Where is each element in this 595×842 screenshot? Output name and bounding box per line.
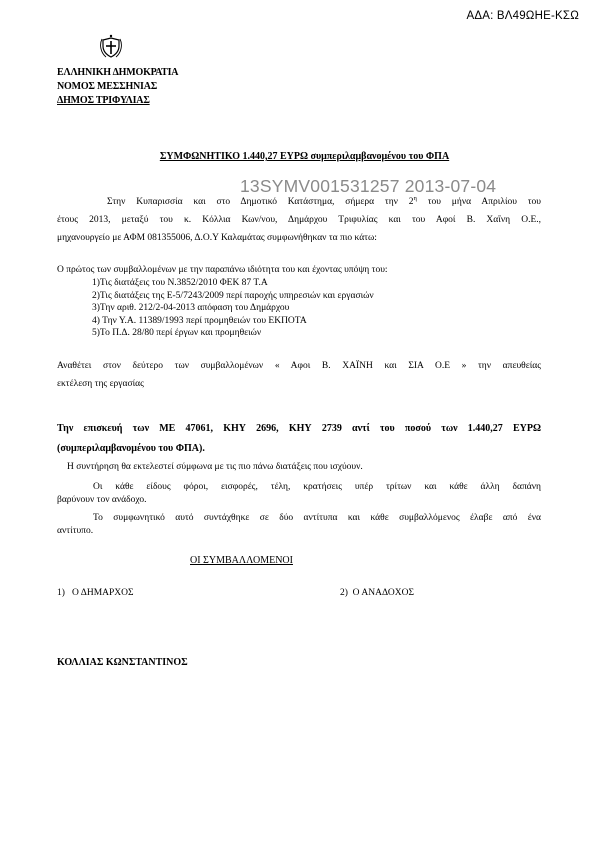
list-item: 2)Τις διατάξεις της Ε-5/7243/2009 περί παροχής υπηρεσιών και εργασιών xyxy=(92,290,374,301)
assignment-paragraph xyxy=(57,357,541,393)
taxes-line-2: βαρύνουν τον ανάδοχο. xyxy=(57,495,147,505)
signature-name: ΚΟΛΛΙΑΣ ΚΩΝΣΤΑΝΤΙΝΟΣ xyxy=(57,657,188,668)
intro-line-1: Στην Κυπαρισσία και στο Δημοτικό Κατάστημα, σήμερα την $2^\eta$ του μήνα Απριλίου του xyxy=(107,194,542,207)
ada-code: ΑΔΑ: ΒΛ49ΩΗΕ-ΚΣΩ xyxy=(466,10,579,22)
list-item: 5)Το Π.Δ. 28/80 περί έργων και προμηθειών xyxy=(92,328,262,338)
provisions-intro: Ο πρώτος των συμβαλλομένων με την παραπάνω ιδιότητα του και έχοντας υπόψη του: xyxy=(57,265,388,275)
taxes-line-1: Οι κάθε είδους φόροι, εισφορές, τέλη, κρατήσεις υπέρ τρίτων και κάθε άλλη δαπάνη xyxy=(93,482,541,492)
assignment-line-1: Αναθέτει στον δεύτερο των συμβαλλομένων « Αφοι Β. ΧΑΪΝΗ και ΣΙΑ Ο.Ε » την απευθείας xyxy=(57,361,541,371)
signatory-mayor: 1) Ο ΔΗΜΑΡΧΟΣ xyxy=(57,588,134,598)
intro-paragraph xyxy=(57,193,541,247)
taxes-clause xyxy=(57,481,541,507)
copies-line-1: Το συμφωνητικό αυτό συντάχθηκε σε δύο αντίτυπα και κάθε συμβαλλόμενος έλαβε από ένα xyxy=(93,513,541,523)
greek-coat-of-arms-icon xyxy=(100,33,122,59)
copies-clause xyxy=(57,512,541,538)
document-title: ΣΥΜΦΩΝΗΤΙΚΟ 1.440,27 ΕΥΡΩ συμπεριλαμβανομένου του ΦΠΑ xyxy=(159,151,450,162)
header-prefecture: ΝΟΜΟΣ ΜΕΣΣΗΝΙΑΣ xyxy=(57,81,158,92)
signatory-contractor: 2) Ο ΑΝΑΔΟΧΟΣ xyxy=(340,588,415,598)
header-country: ΕΛΛΗΝΙΚΗ ΔΗΜΟΚΡΑΤΙΑ xyxy=(57,67,179,78)
issuer-header xyxy=(57,66,178,108)
provisions-list xyxy=(92,277,374,340)
intro-line-2: έτους 2013, μεταξύ του κ. Κόλλια Κων/νου, Δημάρχου Τριφυλίας και του Αφοί Β. Χαΐνη Ο.Ε., xyxy=(57,215,541,225)
registry-stamp: 13SYMV001531257 2013-07-04 xyxy=(240,176,497,196)
header-municipality: ΔΗΜΟΣ ΤΡΙΦΥΛΙΑΣ xyxy=(57,95,150,106)
list-item: 1)Τις διατάξεις του Ν.3852/2010 ΦΕΚ 87 Τ.Α xyxy=(92,278,268,288)
assignment-line-2: εκτέλεση της εργασίας xyxy=(57,379,144,389)
list-item: 3)Την αριθ. 212/2-04-2013 απόφαση του Δημάρχου xyxy=(92,303,290,313)
intro-line-3: μηχανουργείο με ΑΦΜ 081355006, Δ.Ο.Υ Καλαμάτας συμφωνήθηκαν τα πιο κάτω: xyxy=(57,233,377,243)
task-paragraph xyxy=(57,419,541,459)
copies-line-2: αντίτυπο. xyxy=(57,526,94,536)
parties-heading: ΟΙ ΣΥΜΒΑΛΛΟΜΕΝΟΙ xyxy=(190,555,293,566)
task-line-2: (συμπεριλαμβανομένου του ΦΠΑ). xyxy=(57,443,205,454)
task-line-1: Την επισκευή των ΜΕ 47061, ΚΗΥ 2696, ΚΗΥ 2739 αντί του ποσού των 1.440,27 ΕΥΡΩ xyxy=(57,423,541,434)
maintenance-clause: Η συντήρηση θα εκτελεστεί σύμφωνα με τις πιο πάνω διατάξεις που ισχύουν. xyxy=(67,462,363,472)
list-item: 4) Την Υ.Α. 11389/1993 περί προμηθειών του ΕΚΠΟΤΑ xyxy=(92,315,307,326)
